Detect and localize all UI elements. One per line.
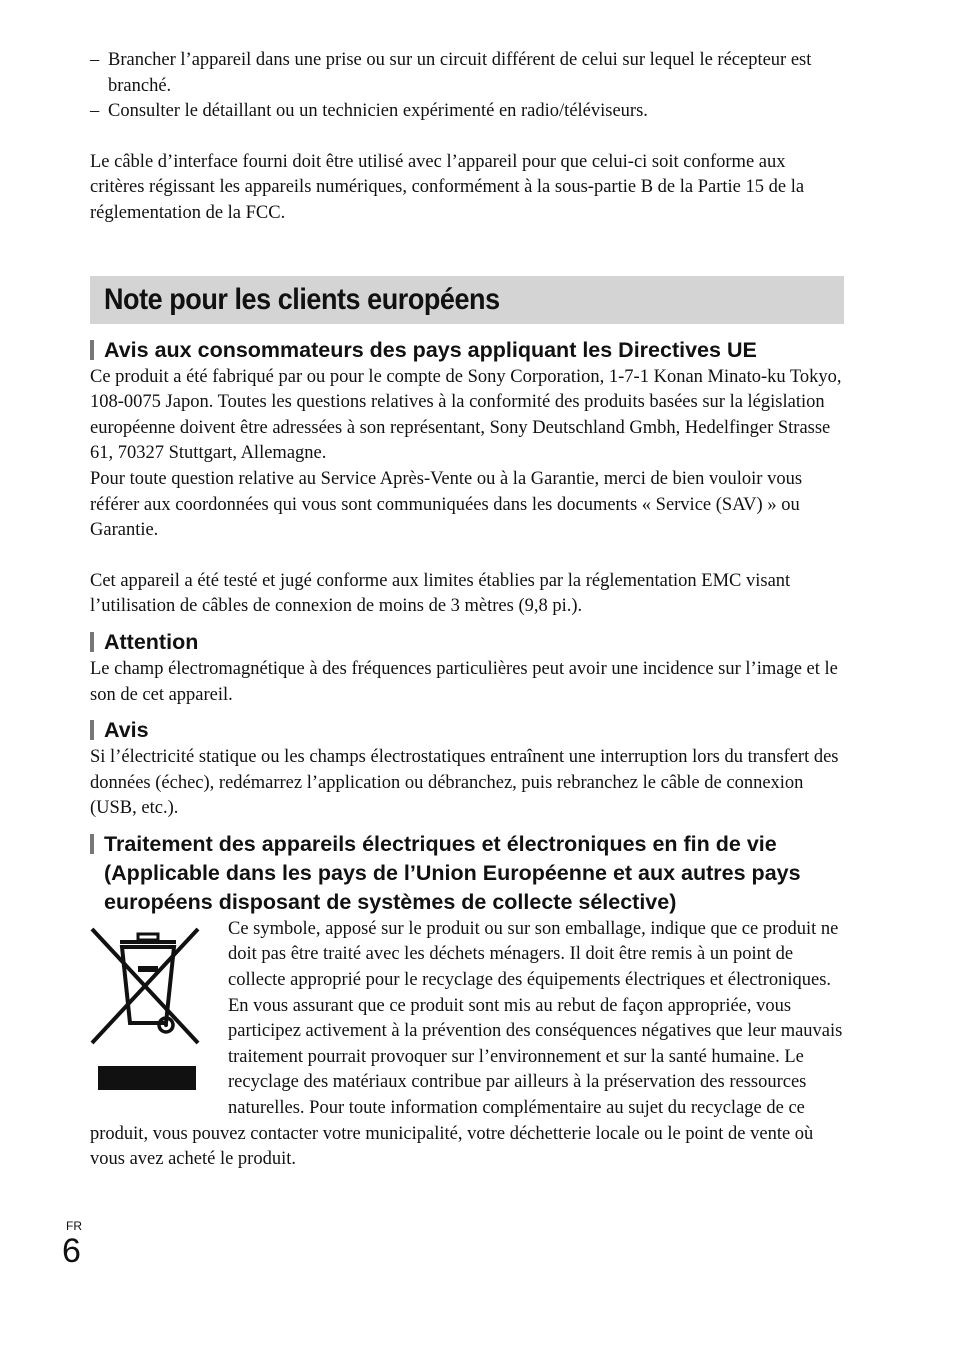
avis-paragraph: Si l’électricité statique ou les champs électrostatiques entraînent une interruption lors du transfert des données (échec), redémarrez l’application ou débranchez, puis rebranchez le câble de connexion (USB, etc.).	[90, 747, 839, 819]
paragraph-gap	[90, 125, 844, 150]
heading-bar-marker	[90, 340, 94, 360]
dash-list-item	[90, 48, 844, 99]
dash-list-item	[90, 99, 844, 125]
directives-paragraph-2: Pour toute question relative au Service Après-Vente ou à la Garantie, merci de bien vouloir vous référer aux coordonnées qui vous sont communiquées dans les documents « Service (SAV) » ou Garantie.	[90, 468, 803, 541]
dash-glyph: –	[90, 50, 100, 70]
avis-heading	[90, 716, 844, 745]
attention-heading-text: Attention	[104, 629, 199, 654]
directives-heading	[90, 336, 844, 365]
section-header	[90, 276, 844, 324]
attention-heading	[90, 628, 844, 657]
directives-paragraph-1: Ce produit a été fabriqué par ou pour le compte de Sony Corporation, 1-7-1 Konan Minato-ku Tokyo, 108-0075 Japon. Toutes les questions relatives à la conformité des produits basées sur la législation européenne doivent être adressées à son représentant, Sony Deutschland Gmbh, Hedelfinger Strasse 61, 70327 Stuttgart, Allemagne.	[90, 366, 842, 464]
page-content	[90, 48, 844, 1173]
heading-bar-marker	[90, 720, 94, 740]
avis-heading-text: Avis	[104, 718, 149, 743]
traitement-heading-text: Traitement des appareils électriques et électroniques en fin de vie (Applicable dans les pays de l’Union Européenne et aux autres pays européens disposant de systèmes de collecte sélective)	[104, 831, 801, 914]
dash-glyph: –	[90, 101, 100, 122]
recycling-notice	[90, 917, 844, 1173]
recycling-paragraph-text: Ce symbole, apposé sur le produit ou sur son emballage, indique que ce produit ne doit pas être traité avec les déchets ménagers. Il doit être remis à un point de collecte approprié pour le recyclage des équipements électriques et électroniques. En vous assurant que ce produit sont mis au rebut de façon appropriée, vous participez activement à la prévention des conséquences négatives que leur mauvais traitement pourrait provoquer sur l’environnement et sur la santé humaine. Le recyclage des matériaux contribue par ailleurs à la préservation des ressources naturelles. Pour toute information complémentaire au sujet du recyclage de ce produit, vous pouvez contacter votre municipalité, votre déchetterie locale ou le point de vente où vous avez acheté le produit.	[90, 918, 843, 1170]
section-title: Note pour les clients européens	[104, 282, 500, 316]
heading-bar-marker	[90, 632, 94, 652]
paragraph-gap	[90, 544, 844, 569]
directives-paragraph-3: Cet appareil a été testé et jugé conforme aux limites établies par la réglementation EMC visant l’utilisation de câbles de connexion de moins de 3 mètres (9,8 pi.).	[90, 570, 791, 617]
page-language-label: FR	[66, 1219, 82, 1233]
crossed-out-wheelie-bin-icon	[90, 921, 200, 1093]
attention-paragraph: Le champ électromagnétique à des fréquences particulières peut avoir une incidence sur l’image et le son de cet appareil.	[90, 658, 838, 705]
page-number: 6	[62, 1232, 81, 1270]
traitement-heading	[90, 830, 844, 917]
dash-item-text: Consulter le détaillant ou un technicien expérimenté en radio/téléviseurs.	[108, 101, 648, 122]
fcc-paragraph: Le câble d’interface fourni doit être utilisé avec l’appareil pour que celui-ci soit conforme aux critères régissant les appareils numériques, conformément à la sous-partie B de la Partie 15 de la réglementation de la FCC.	[90, 151, 805, 223]
heading-bar-marker	[90, 834, 94, 854]
dash-item-text: Brancher l’appareil dans une prise ou sur un circuit différent de celui sur lequel le récepteur est branché.	[108, 50, 812, 96]
recycling-paragraph	[90, 917, 844, 1173]
directives-heading-text: Avis aux consommateurs des pays appliquant les Directives UE	[104, 337, 757, 362]
